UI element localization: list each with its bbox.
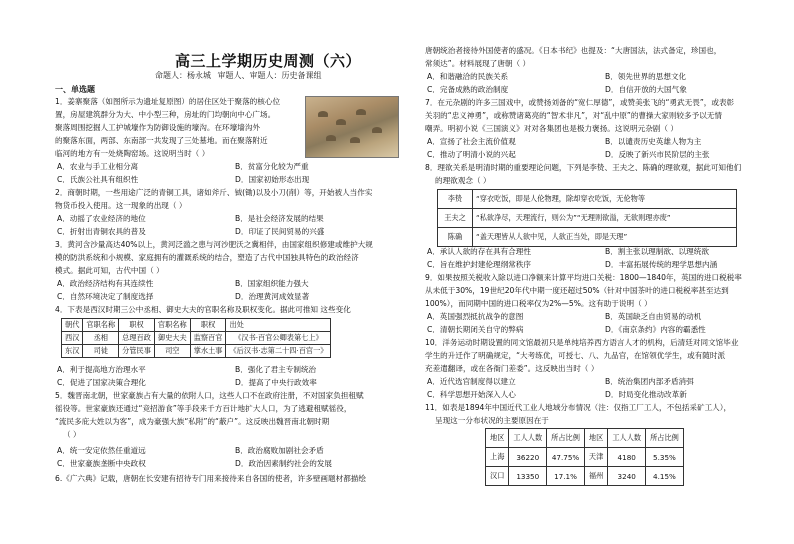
question-4	[55, 303, 400, 316]
q1-line: 临河的地方有一处烧陶窑场。这说明当时（ ）	[55, 149, 210, 158]
q7-option-a[interactable]: A．宣扬了社会主流价值观	[427, 137, 516, 146]
table-cell: 王夫之	[438, 209, 473, 228]
question-8	[425, 161, 780, 187]
table-cell: 掌水土事	[190, 345, 226, 358]
q8-option-b[interactable]: B．割主张以理制欲、以理统欲	[605, 247, 709, 256]
q7-option-c[interactable]: C．推动了明清小说的兴起	[427, 150, 516, 159]
q11-table	[485, 428, 684, 486]
table-header-row	[62, 319, 331, 332]
question-9	[425, 271, 780, 310]
q1-option-c[interactable]: C．氏族公社具有组织性	[57, 175, 139, 184]
table-cell: 《汉书·百官公卿表第七上》	[226, 332, 331, 345]
question-2	[55, 186, 400, 212]
q8-table	[437, 189, 737, 247]
table-row	[62, 345, 331, 358]
q7-line: 7．在元杂剧的许多三国戏中，或赞扬刘备的“宽仁厚德”，或赞美张飞的“勇武无畏”，或表彰	[425, 98, 735, 107]
table-cell: 福州	[584, 467, 607, 486]
q7-option-b[interactable]: B．以谴责历史英雄人物为主	[605, 137, 702, 146]
table-header-cell: 出处	[226, 319, 331, 332]
q2-option-d[interactable]: D．印证了民间贸易的兴盛	[235, 227, 325, 236]
q6-line: 常须达”。材料展现了唐朝（ ）	[425, 59, 531, 68]
table-cell: 4180	[608, 448, 646, 467]
q1-line: 1．姜寨聚落（如图所示为遗址复原图）的居住区处于聚落的核心位	[55, 97, 281, 106]
q5-option-c[interactable]: C．世家豪族垄断中央政权	[57, 459, 146, 468]
question-6-continued	[425, 44, 780, 70]
table-cell: 13350	[509, 467, 547, 486]
q9-line: 9．如果按照关税收入除以进口净额来计算平均进口关税：1800—1840年，英国的进口税税率	[425, 273, 742, 282]
table-cell: 天津	[584, 448, 607, 467]
question-3	[55, 238, 400, 277]
table-cell: 丞相	[83, 332, 119, 345]
table-cell: 东汉	[62, 345, 83, 358]
section-heading: 一、单选题	[55, 85, 95, 94]
q2-line: 2．商朝时期，一些用途广泛的青铜工具，诸如斧斤、钺(锄)以及小刀(削）等，开始被人当作实	[55, 188, 373, 197]
q3-line: 模式。据此可知，古代中国（ ）	[55, 266, 164, 275]
q2-option-b[interactable]: B．是社会经济发展的结果	[235, 214, 324, 223]
table-header-cell: 工人人数	[509, 429, 547, 448]
q7-line: 嘲弄。明初小说《三国演义》对对各集团也是极力褒扬。这说明元杂剧（ ）	[425, 124, 679, 133]
table-row	[62, 332, 331, 345]
q10-option-a[interactable]: A．近代选官制度得以建立	[427, 377, 516, 386]
table-cell: 上海	[486, 448, 509, 467]
table-cell: 西汉	[62, 332, 83, 345]
q8-option-c[interactable]: C．旨在维护封建伦理纲常秩序	[427, 260, 532, 269]
table-cell: 《后汉书·志第二十四·百官一》	[226, 345, 331, 358]
table-cell: 总理百政	[119, 332, 155, 345]
table-cell: 4.15%	[646, 467, 684, 486]
q2-line: 物货币投入使用。这一现象的出现（ ）	[55, 201, 187, 210]
table-cell: 李贽	[438, 190, 473, 209]
q8-line: 8．理欲关系是明清时期的重要理论问题，下列是李贽、王夫之、陈确的理欲观，据此可知他们	[425, 163, 742, 172]
q4-option-c[interactable]: C．促进了国家决策合理化	[57, 378, 146, 387]
table-row	[438, 228, 737, 247]
table-header-cell: 朝代	[62, 319, 83, 332]
q3-line: 模的防洪系统和小规模、家庭拥有的灌溉系统的结合，塑造了古代中国独具特色的政治经济	[55, 253, 359, 262]
table-cell: “穿衣吃饭，即是人伦物理，除却穿衣吃饭，无伦物等	[473, 190, 737, 209]
table-header-row	[486, 429, 684, 448]
left-column	[55, 0, 400, 544]
q1-line: 置，房屋建筑群分为大、中小型三种，房址的门均朝向中心广场。	[55, 110, 276, 119]
table-cell: 陈确	[438, 228, 473, 247]
q9-option-d[interactable]: D．《南京条约》内容的霸悉性	[605, 325, 706, 334]
table-header-cell: 所占比例	[646, 429, 684, 448]
table-cell: 5.35%	[646, 448, 684, 467]
question-1	[55, 95, 305, 160]
q5-line: “流民多庇大姓以为客”，成为豪强大族“私附”的“蔽户”。这反映出魏晋南北朝时期	[55, 417, 330, 426]
table-cell: “私欲净尽，天理流行，则公为”“无理则欲溢，无欲则理亦废”	[473, 209, 737, 228]
q5-line: 5．魏晋南北朝，世家豪族占有大量的依附人口，这些人口不在政府注册，不对国家负担租赋	[55, 391, 364, 400]
q3-option-a[interactable]: A．政治经济结构有其连续性	[57, 279, 154, 288]
q1-option-d[interactable]: D．国家初始形态出现	[235, 175, 310, 184]
table-row	[438, 190, 737, 209]
q1-line: 的聚落东面，两部、东南部一共发现了三处墓地。而在聚落附近	[55, 136, 268, 145]
q2-option-a[interactable]: A．动摇了农业经济的地位	[57, 214, 146, 223]
q4-option-d[interactable]: D．提高了中央行政效率	[235, 378, 317, 387]
q10-line: 学生的升迁作了明确规定，“大考练优，可授七、八、九品官，在馆领优学生，或有随时派	[425, 351, 726, 360]
table-cell: “盖天理皆从人欲中见，人欲正当处，即是天理”	[473, 228, 737, 247]
q10-option-b[interactable]: B．统治集团内部矛盾消弭	[605, 377, 694, 386]
q6-line: 唐朝统治者接待外国使者的盛况。《日本书纪》也提及：“大唐国法，法式备定，珍国也，	[425, 46, 722, 55]
q6-option-a[interactable]: A．和谐融洽的民族关系	[427, 72, 509, 81]
q6-option-d[interactable]: D．自信开放的大国气象	[605, 85, 687, 94]
q10-line: 充差遣翻译，或在各衙门差委”。这反映出当时（ ）	[425, 364, 599, 373]
q4-option-b[interactable]: B．强化了君主专制统治	[235, 365, 317, 374]
q10-option-c[interactable]: C．科学思想开始深入人心	[427, 390, 516, 399]
q1-line: 聚落周围挖掘人工护城壕作为防御设施的壕沟。在环壕墙沟外	[55, 123, 261, 132]
q3-line: 3．黄河含沙量高达40%以上，黄河泛滥之患与河沙肥沃之冀相伴，由国家组织修建或维护大规	[55, 240, 373, 249]
q5-line: （ ）	[63, 430, 81, 439]
q10-line: 10．洋务运动时期设置的同文馆最初只是单纯培养西方语言人才的机构，后清廷对同文馆毕业	[425, 338, 739, 347]
authors-line: 命题人：杨永城 审题人、审题人：历史备课组	[155, 71, 322, 80]
q1-option-b[interactable]: B．贫富分化较为严重	[235, 162, 309, 171]
q8-option-d[interactable]: D．丰富拓展传统的理学思想内涵	[605, 260, 718, 269]
table-cell: 司空	[154, 345, 190, 358]
q3-option-c[interactable]: C．自然环境决定了制度选择	[57, 292, 154, 301]
table-row	[486, 448, 684, 467]
question-10	[425, 336, 780, 375]
q10-option-d[interactable]: D．时局变化推动改革新	[605, 390, 687, 399]
q11-line: 11．如表是1894年中国近代工业人地域分布情况（注：仅指工厂工人，不包括采矿工人），	[425, 403, 732, 412]
table-cell: 36220	[509, 448, 547, 467]
table-cell: 47.75%	[547, 448, 585, 467]
question-6	[55, 472, 400, 485]
table-cell: 3240	[608, 467, 646, 486]
table-header-cell: 官职名称	[154, 319, 190, 332]
table-cell: 分管民事	[119, 345, 155, 358]
q8-line: 的理欲观念（ ）	[435, 176, 491, 185]
question-7	[425, 96, 780, 135]
question-11	[425, 401, 780, 427]
table-cell: 汉口	[486, 467, 509, 486]
q6-option-b[interactable]: B．领先世界的思想文化	[605, 72, 687, 81]
q7-line: 关羽的“忠义神勇”，或称赞诸葛亮的“智术非凡”，对“乱中原”的曹操大家则较多予以无情	[425, 111, 722, 120]
q1-option-a[interactable]: A．农业与手工业相分离	[57, 162, 139, 171]
table-cell: 司徒	[83, 345, 119, 358]
q11-line: 呈现这一分布状况的主要原因在于	[435, 416, 549, 425]
q3-option-b[interactable]: B．国家组织能力强大	[235, 279, 309, 288]
q5-option-a[interactable]: A．统一安定依然任重道远	[57, 446, 146, 455]
table-cell: 监察百官	[190, 332, 226, 345]
table-header-cell: 地区	[486, 429, 509, 448]
question-5	[55, 389, 400, 441]
table-header-cell: 工人人数	[608, 429, 646, 448]
q9-option-b[interactable]: B．英国缺乏自由贸易的动机	[605, 312, 702, 321]
table-row	[486, 467, 684, 486]
jiangzhai-reconstruction-image	[305, 96, 399, 158]
page-title: 高三上学期历史周测（六）	[175, 52, 362, 70]
q8-option-a[interactable]: A．承认人欲的存在具有合理性	[427, 247, 531, 256]
table-cell: 17.1%	[547, 467, 585, 486]
q9-line: 100%），而同期中国的进口税率仅为2%—5%。这有助于说明（ ）	[425, 299, 652, 308]
q4-table	[61, 318, 331, 358]
q3-option-d[interactable]: D．治理黄河成效显著	[235, 292, 310, 301]
table-header-cell: 地区	[584, 429, 607, 448]
q9-option-c[interactable]: C．清朝长期闭关自守的弊病	[427, 325, 524, 334]
q4-option-a[interactable]: A．利于提高地方治理水平	[57, 365, 146, 374]
q9-line: 从未低于30%，19世纪20年代中期一度还超过50%（针对中国茶叶的进口税税率甚至达到	[425, 286, 729, 295]
q2-option-c[interactable]: C．折射出青铜农具的普及	[57, 227, 146, 236]
q5-option-b[interactable]: B．政治腐败加剧社会矛盾	[235, 446, 324, 455]
table-cell: 御史大夫	[154, 332, 190, 345]
table-header-cell: 官职名称	[83, 319, 119, 332]
table-row	[438, 209, 737, 228]
q5-line: 徭役等。世家豪族还通过“竞招游食”等手段来千方百计地扩大人口，为了逃避租赋徭役，	[55, 404, 352, 413]
right-column	[425, 0, 780, 544]
table-header-cell: 所占比例	[547, 429, 585, 448]
table-header-cell: 职权	[119, 319, 155, 332]
q6-line: 6.《广六典》记载，唐朝在长安建有招待专门用来接待来自各国的使者，许多壁画题材都描绘	[55, 474, 366, 483]
q9-option-a[interactable]: A．英国强烈抵抗战争的意图	[427, 312, 524, 321]
table-header-cell: 职权	[190, 319, 226, 332]
q6-option-c[interactable]: C．完备成熟的政治制度	[427, 85, 509, 94]
q4-line: 4．下表是西汉时期三公中丞相、御史大夫的官职名称及职权变化。据此可推知 这些变化	[55, 305, 351, 314]
q7-option-d[interactable]: D．反映了新兴市民阶层的主张	[605, 150, 710, 159]
q5-option-d[interactable]: D．政治因素制约社会的发展	[235, 459, 332, 468]
